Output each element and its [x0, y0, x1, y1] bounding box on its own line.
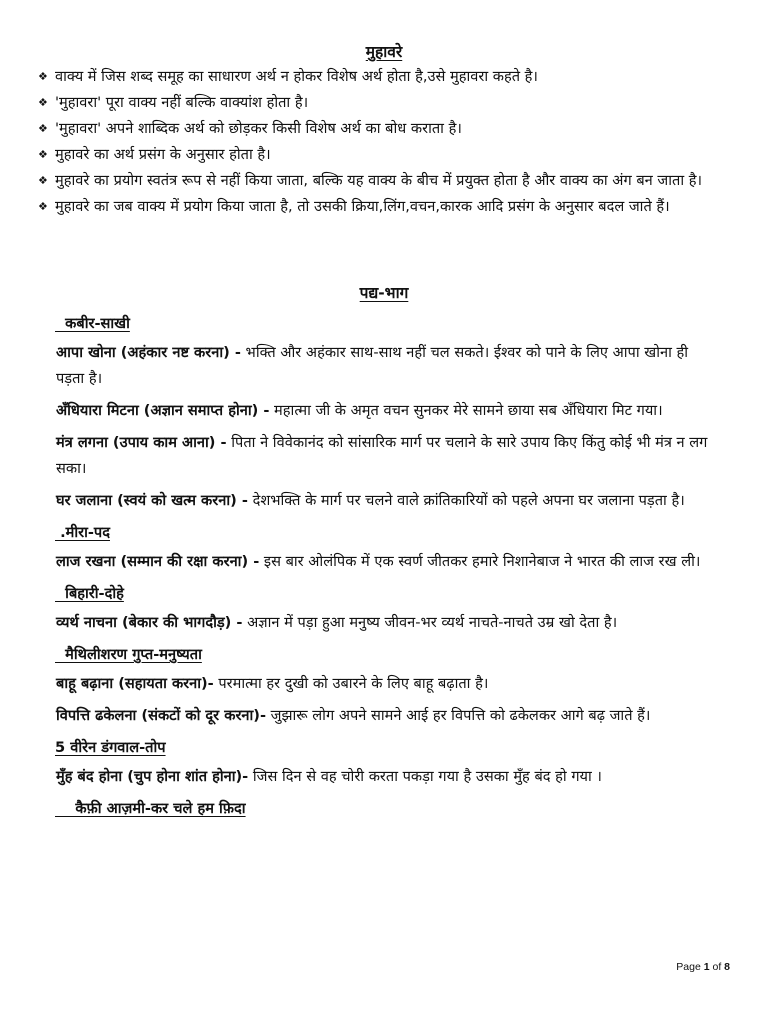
poem-section-title: कबीर-साखी [55, 315, 130, 332]
idiom-example: पिता ने विवेकानंद को सांसारिक मार्ग पर चलाने के सारे उपाय किए किंतु कोई भी मंत्र न लग सका। [56, 434, 708, 477]
bullet-item [38, 168, 728, 194]
idiom-example: जिस दिन से वह चोरी करता पकड़ा गया है उसका मुँह बंद हो गया । [248, 768, 602, 785]
bullet-text: मुहावरे का जब वाक्य में प्रयोग किया जाता है, तो उसकी क्रिया,लिंग,वचन,कारक आदि प्रसंग के अनुसार बदल जाते हैं। [55, 198, 670, 215]
footer-prefix: Page [676, 961, 704, 973]
idiom-term: व्यर्थ नाचना (बेकार की भागदौड़) - [56, 614, 243, 631]
poem-section-title: 5 वीरेन डंगवाल-तोप [55, 739, 166, 756]
idiom-term: मंत्र लगना (उपाय काम आना) - [56, 434, 227, 451]
idiom-entry [56, 488, 716, 514]
bullet-text: मुहावरे का प्रयोग स्वतंत्र रूप से नहीं किया जाता, बल्कि यह वाक्य के बीच में प्रयुक्त होता है और वाक्य का अंग बन जाता है। [55, 172, 703, 189]
idiom-term: विपत्ति ढकेलना (संकटों को दूर करना)- [56, 707, 267, 724]
idiom-example: भक्ति और अहंकार साथ-साथ नहीं चल सकते। ईश्वर को पाने के लिए आपा खोना ही पड़ता है। [56, 344, 689, 387]
idiom-example: अज्ञान में पड़ा हुआ मनुष्य जीवन-भर व्यर्थ नाचते-नाचते उम्र खो देता है। [242, 614, 618, 631]
idiom-entry [56, 671, 716, 697]
bullet-diamond-icon: ❖ [38, 200, 48, 213]
bullet-diamond-icon: ❖ [38, 96, 48, 109]
idiom-entry [56, 398, 716, 424]
idiom-entry [56, 703, 716, 729]
idiom-term: घर जलाना (स्वयं को खत्म करना) - [56, 492, 248, 509]
page-heading [0, 40, 768, 62]
poem-section-title: कैफ़ी आज़मी-कर चले हम फ़िदा [55, 800, 246, 817]
footer-current-page: 1 [703, 961, 710, 973]
footer-total-pages: 8 [724, 961, 730, 973]
bullet-text: वाक्य में जिस शब्द समूह का साधारण अर्थ न होकर विशेष अर्थ होता है,उसे मुहावरा कहते है। [55, 68, 538, 85]
idiom-example: देशभक्ति के मार्ग पर चलने वाले क्रांतिकारियों को पहले अपना घर जलाना पड़ता है। [247, 492, 685, 509]
idiom-entry [56, 430, 716, 482]
idiom-example: इस बार ओलंपिक में एक स्वर्ण जीतकर हमारे निशानेबाज ने भारत की लाज रख ली। [259, 553, 701, 570]
poem-section-title: मैथिलीशरण गुप्त-मनुष्यता [55, 646, 202, 663]
idiom-term: बाहू बढ़ाना (सहायता करना)- [56, 675, 214, 692]
idiom-entry [56, 340, 716, 392]
sections-body [56, 305, 716, 825]
page-heading-text: मुहावरे [365, 43, 403, 61]
bullet-diamond-icon: ❖ [38, 148, 48, 161]
idiom-example: जुझारू लोग अपने सामने आई हर विपत्ति को ढकेलकर आगे बढ़ जाते हैं। [266, 707, 651, 724]
idiom-entry [56, 764, 716, 790]
bullet-item [38, 64, 728, 90]
bullet-item [38, 90, 728, 116]
bullet-item [38, 116, 728, 142]
bullet-text: 'मुहावरा' अपने शाब्दिक अर्थ को छोड़कर किसी विशेष अर्थ का बोध कराता है। [55, 120, 462, 137]
section-heading-text: पद्य-भाग [359, 284, 409, 302]
bullet-diamond-icon: ❖ [38, 174, 48, 187]
bullet-text: 'मुहावरा' पूरा वाक्य नहीं बल्कि वाक्यांश होता है। [55, 94, 309, 111]
bullet-item [38, 194, 728, 220]
bullet-item [38, 142, 728, 168]
idiom-term: अँधियारा मिटना (अज्ञान समाप्त होना) - [56, 402, 270, 419]
idiom-example: परमात्मा हर दुखी को उबारने के लिए बाहू बढ़ाता है। [213, 675, 489, 692]
idiom-term: आपा खोना (अहंकार नष्ट करना) - [56, 344, 241, 361]
idiom-term: मुँह बंद होना (चुप होना शांत होना)- [56, 768, 249, 785]
poem-section-title: बिहारी-दोहे [55, 585, 124, 602]
idiom-example: महात्मा जी के अमृत वचन सुनकर मेरे सामने छाया सब अँधियारा मिट गया। [269, 402, 663, 419]
poem-section-title: .मीरा-पद [55, 524, 110, 541]
idiom-entry [56, 610, 716, 636]
idiom-term: लाज रखना (सम्मान की रक्षा करना) - [56, 553, 260, 570]
bullet-text: मुहावरे का अर्थ प्रसंग के अनुसार होता है। [55, 146, 271, 163]
section-heading [0, 281, 768, 303]
page-footer [676, 961, 730, 973]
idiom-entry [56, 549, 716, 575]
bullet-list [38, 64, 728, 220]
footer-of: of [709, 961, 725, 973]
bullet-diamond-icon: ❖ [38, 122, 48, 135]
bullet-diamond-icon: ❖ [38, 70, 48, 83]
